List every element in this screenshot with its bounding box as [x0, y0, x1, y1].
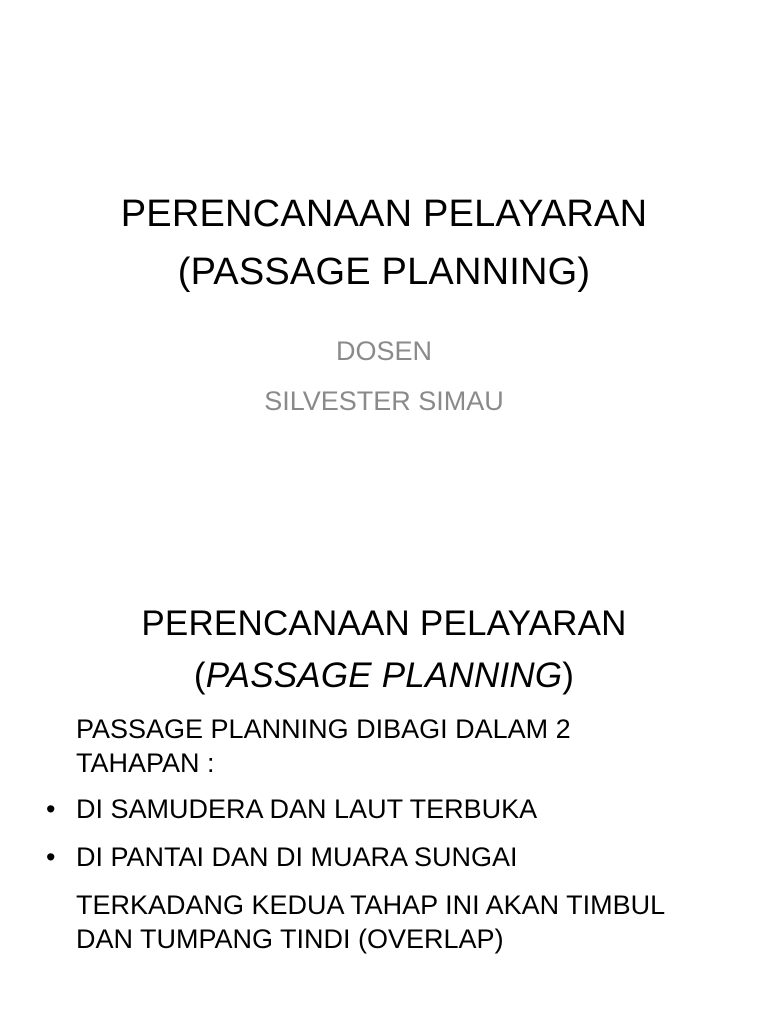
slide-2-body: [46, 712, 736, 968]
closing-line-2: DAN TUMPANG TINDI (OVERLAP): [76, 924, 504, 954]
intro-paragraph: [46, 712, 736, 780]
bullet-item: [46, 792, 736, 826]
intro-line-2: TAHAPAN :: [76, 748, 215, 778]
slide-1-title-line-1: PERENCANAAN PELAYARAN: [120, 193, 648, 235]
slide-2-title: [0, 598, 768, 702]
slide-2-title-line-2: [0, 650, 768, 702]
slide-2: [0, 512, 768, 1024]
closing-paragraph: [46, 888, 736, 956]
bullet-text: DI PANTAI DAN DI MUARA SUNGAI: [76, 842, 518, 872]
slide-2-title-line-1: PERENCANAAN PELAYARAN: [141, 604, 627, 643]
bullet-glyph: •: [46, 794, 56, 824]
bullet-item: [46, 840, 736, 874]
closing-line-1: TERKADANG KEDUA TAHAP INI AKAN TIMBUL: [76, 890, 666, 920]
bullet-glyph: •: [46, 842, 56, 872]
intro-line-1: PASSAGE PLANNING DIBAGI DALAM 2: [76, 714, 571, 744]
slide-1-subtitle: [0, 326, 768, 426]
bullet-text: DI SAMUDERA DAN LAUT TERBUKA: [76, 794, 538, 824]
title-close-paren: ): [562, 656, 575, 695]
slide-1-title: [0, 185, 768, 301]
title-open-paren: (: [193, 656, 206, 695]
slide-1-subtitle-line-1: DOSEN: [335, 336, 433, 366]
slide-1-subtitle-line-2: SILVESTER SIMAU: [264, 386, 504, 416]
slide-1-title-line-2: (PASSAGE PLANNING): [177, 251, 591, 293]
title-italic-text: PASSAGE PLANNING: [205, 656, 563, 695]
